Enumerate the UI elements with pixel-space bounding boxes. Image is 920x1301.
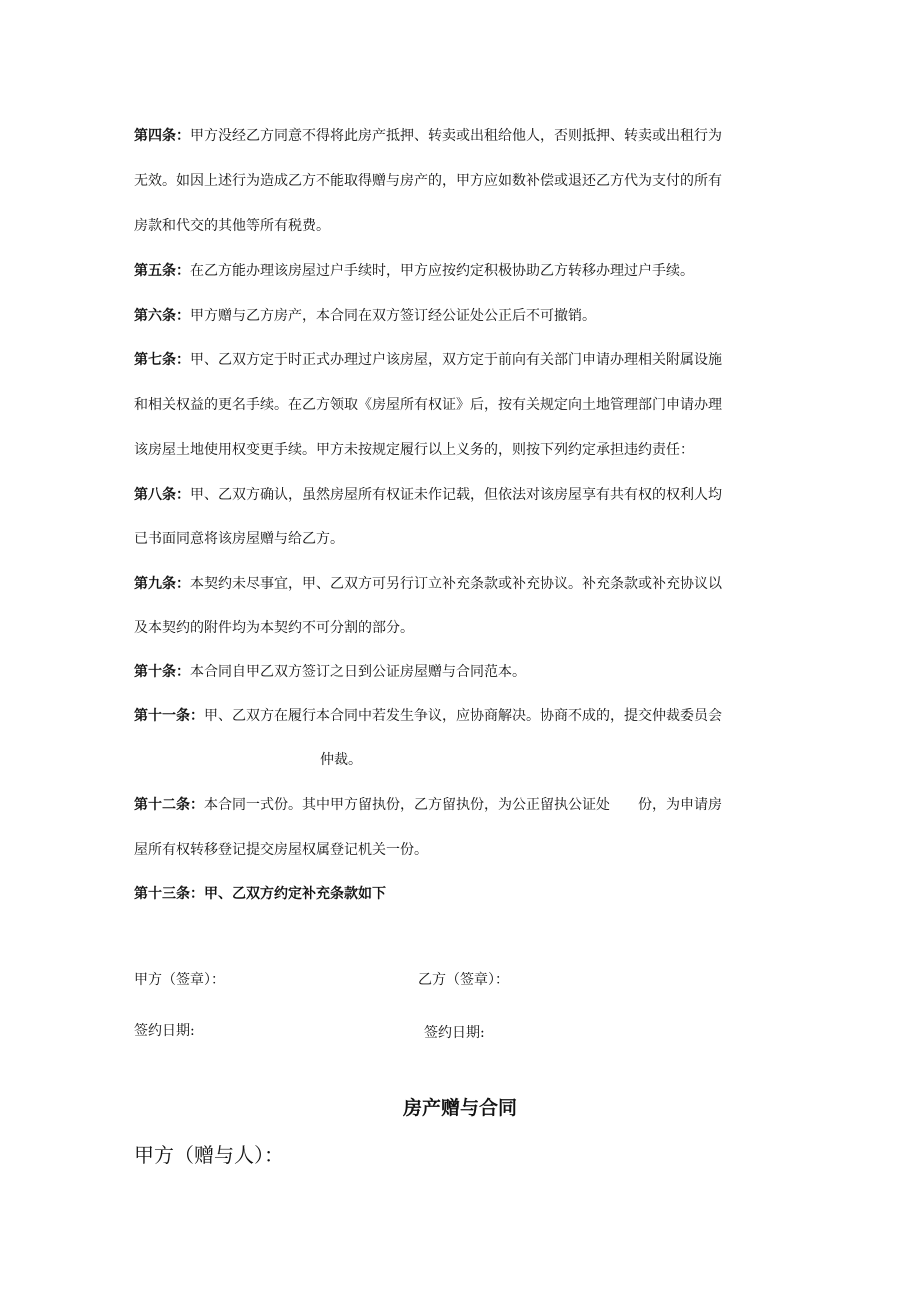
article-11-line-1: 第十一条：甲、乙双方在履行本合同中若发生争议，应协商解决。协商不成的，提交仲裁委员会 <box>134 708 722 724</box>
article-4-line-3: 房款和代交的其他等所有税费。 <box>134 218 330 234</box>
article-11-label: 第十一条： <box>134 708 204 724</box>
article-4-line-1: 第四条：甲方没经乙方同意不得将此房产抵押、转卖或出租给他人，否则抵押、转卖或出租行为 <box>134 128 722 144</box>
article-12-line-1: 第十二条：本合同一式份。其中甲方留执份，乙方留执份，为公正留执公证处 份，为申请房 <box>134 797 722 813</box>
party-a-date-label: 签约日期: <box>134 1023 195 1039</box>
article-8-label: 第八条： <box>134 487 190 503</box>
article-7-line-3: 该房屋土地使用权变更手续。甲方未按规定履行以上义务的，则按下列约定承担违约责任： <box>134 442 694 458</box>
article-13: 第十三条：甲、乙双方约定补充条款如下 <box>134 886 386 902</box>
article-6-line-1: 第六条：甲方赠与乙方房产，本合同在双方签订经公证处公正后不可撤销。 <box>134 308 596 324</box>
donor-party-label: 甲方（赠与人）： <box>134 1143 284 1167</box>
party-b-date-label: 签约日期: <box>424 1025 485 1041</box>
article-11-line-2: 仲裁。 <box>320 752 362 768</box>
party-a-seal-label: 甲方（签章）： <box>134 972 225 988</box>
article-10-line-1: 第十条：本合同自甲乙双方签订之日到公证房屋赠与合同范本。 <box>134 664 526 680</box>
article-4-label: 第四条： <box>134 128 190 144</box>
article-9-line-2: 及本契约的附件均为本契约不可分割的部分。 <box>134 620 414 636</box>
article-8-line-2: 已书面同意将该房屋赠与给乙方。 <box>134 531 344 547</box>
article-5-line-1: 第五条：在乙方能办理该房屋过户手续时，甲方应按约定积极协助乙方转移办理过户手续。 <box>134 263 694 279</box>
article-5-label: 第五条： <box>134 263 190 279</box>
article-4-line-2: 无效。如因上述行为造成乙方不能取得赠与房产的，甲方应如数补偿或退还乙方代为支付的所有 <box>134 173 722 189</box>
document-title: 房产赠与合同 <box>402 1097 517 1119</box>
article-12-line-2: 屋所有权转移登记提交房屋权属登记机关一份。 <box>134 842 428 858</box>
article-9-label: 第九条： <box>134 576 190 592</box>
article-7-line-1: 第七条：甲、乙双方定于时正式办理过户该房屋，双方定于前向有关部门申请办理相关附属设施 <box>134 352 722 368</box>
article-8-line-1: 第八条：甲、乙双方确认，虽然房屋所有权证未作记载，但依法对该房屋享有共有权的权利人均 <box>134 487 722 503</box>
article-6-label: 第六条： <box>134 308 190 324</box>
article-10-label: 第十条： <box>134 664 190 680</box>
article-9-line-1: 第九条：本契约未尽事宜，甲、乙双方可另行订立补充条款或补充协议。补充条款或补充协议以 <box>134 576 722 592</box>
party-b-seal-label: 乙方（签章）： <box>418 972 509 988</box>
article-7-label: 第七条： <box>134 352 190 368</box>
article-7-line-2: 和相关权益的更名手续。在乙方领取《房屋所有权证》后，按有关规定向土地管理部门申请办理 <box>134 397 722 413</box>
article-12-label: 第十二条： <box>134 797 204 813</box>
